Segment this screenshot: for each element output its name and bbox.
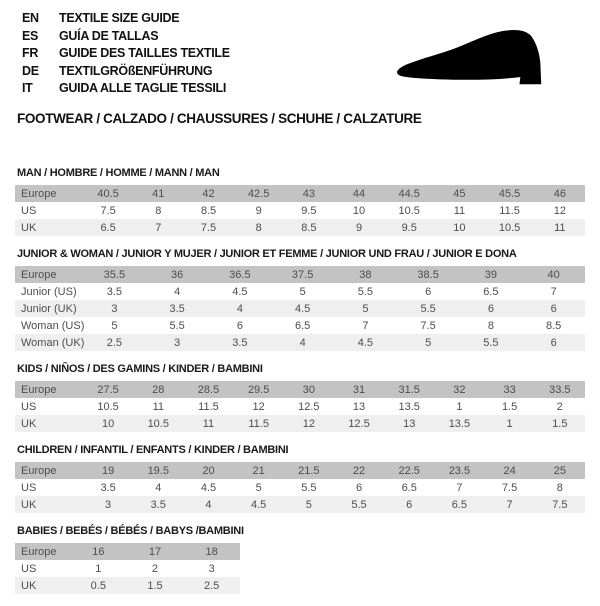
size-cell: 44.5 <box>384 185 434 202</box>
size-cell: 37.5 <box>271 266 334 283</box>
size-cell: 6 <box>460 300 523 317</box>
table-row <box>15 283 585 300</box>
language-row <box>22 63 230 81</box>
size-cell: 4.5 <box>271 300 334 317</box>
size-cell: 29.5 <box>234 381 284 398</box>
table-row <box>15 219 585 236</box>
size-cell: 45 <box>434 185 484 202</box>
size-cell: 6 <box>384 496 434 513</box>
size-cell: 0.5 <box>70 577 127 594</box>
size-cell: 6 <box>425 285 432 298</box>
size-cell: 6.5 <box>434 496 484 513</box>
size-cell: 40 <box>522 266 585 283</box>
table-row <box>15 398 585 415</box>
size-cell: 43 <box>284 185 334 202</box>
size-cell: 13 <box>352 400 366 413</box>
table-row <box>15 560 240 577</box>
size-cell: 8 <box>155 204 162 217</box>
row-label-cell: Junior (UK) <box>15 300 83 317</box>
size-tables <box>15 167 585 606</box>
size-cell: 6 <box>236 319 243 332</box>
row-label-cell: Woman (UK) <box>15 334 83 351</box>
size-cell: 4 <box>209 300 272 317</box>
language-row <box>22 45 230 63</box>
table-row <box>15 202 585 219</box>
table-row <box>15 415 585 432</box>
size-cell: 28 <box>133 381 183 398</box>
size-table <box>15 543 240 594</box>
size-cell: 5 <box>397 334 460 351</box>
size-cell: 46 <box>535 185 585 202</box>
row-label-cell: UK <box>15 496 83 513</box>
size-cell: 5 <box>255 481 262 494</box>
size-table <box>15 462 585 513</box>
size-cell: 4 <box>183 496 233 513</box>
size-cell: 7.5 <box>535 496 585 513</box>
size-table-section <box>15 444 585 513</box>
size-cell: 31 <box>334 381 384 398</box>
dress-shoe-icon <box>393 28 577 96</box>
size-cell: 36.5 <box>209 266 272 283</box>
size-cell: 1.5 <box>501 400 518 413</box>
size-cell: 28.5 <box>183 381 233 398</box>
size-cell: 7 <box>362 319 369 332</box>
size-cell: 11 <box>152 400 164 413</box>
size-cell: 3.5 <box>106 285 123 298</box>
size-table-section <box>15 363 585 432</box>
size-cell: 5 <box>111 319 118 332</box>
size-cell: 7 <box>133 219 183 236</box>
size-cell: 25 <box>535 462 585 479</box>
row-label-cell: Europe <box>15 543 70 560</box>
size-cell: 3 <box>208 562 215 575</box>
size-cell: 10 <box>83 415 133 432</box>
size-cell: 8.5 <box>284 219 334 236</box>
size-cell: 4 <box>174 285 181 298</box>
row-label-cell: Europe <box>15 381 83 398</box>
size-cell: 8.5 <box>545 319 562 332</box>
row-label-cell: Woman (US) <box>21 319 85 332</box>
row-label-cell: US <box>21 204 37 217</box>
size-table <box>15 185 585 236</box>
size-cell: 7 <box>485 496 535 513</box>
size-cell: 6.5 <box>401 481 417 494</box>
size-cell: 22.5 <box>384 462 434 479</box>
table-row <box>15 300 585 317</box>
size-cell: 5.5 <box>334 496 384 513</box>
language-row <box>22 10 230 28</box>
language-row <box>22 28 230 46</box>
table-title: CHILDREN / INFANTIL / ENFANTS / KINDER / BAMBINI <box>17 444 289 456</box>
size-cell: 32 <box>434 381 484 398</box>
table-title: MAN / HOMBRE / HOMME / MANN / MAN <box>17 167 220 179</box>
row-label-cell: US <box>21 562 37 575</box>
size-cell: 11.5 <box>198 400 219 413</box>
size-cell: 8 <box>487 319 494 332</box>
size-cell: 5 <box>334 300 397 317</box>
size-cell: 31.5 <box>384 381 434 398</box>
language-code: EN <box>22 11 39 25</box>
size-cell: 7.5 <box>183 219 233 236</box>
size-cell: 5.5 <box>397 300 460 317</box>
row-label-cell: US <box>21 400 37 413</box>
size-cell: 5.5 <box>169 319 185 332</box>
size-cell: 4.5 <box>334 334 397 351</box>
size-cell: 44 <box>334 185 384 202</box>
table-row <box>15 479 585 496</box>
size-cell: 5 <box>299 285 306 298</box>
size-cell: 3 <box>83 300 146 317</box>
size-table-section <box>15 167 585 236</box>
size-cell: 7 <box>550 285 557 298</box>
size-cell: 20 <box>183 462 233 479</box>
size-cell: 42.5 <box>234 185 284 202</box>
size-cell: 38 <box>334 266 397 283</box>
row-label-cell: Europe <box>15 185 83 202</box>
language-list <box>22 10 230 98</box>
size-cell: 36 <box>146 266 209 283</box>
size-cell: 35.5 <box>83 266 146 283</box>
row-label-cell: Europe <box>15 462 83 479</box>
size-cell: 16 <box>70 543 127 560</box>
size-cell: 12 <box>553 204 566 217</box>
size-cell: 22 <box>334 462 384 479</box>
size-cell: 9 <box>334 219 384 236</box>
size-cell: 12.5 <box>334 415 384 432</box>
size-cell: 30 <box>284 381 334 398</box>
size-cell: 11 <box>453 204 466 217</box>
size-table-section <box>15 525 585 594</box>
size-cell: 10 <box>434 219 484 236</box>
size-cell: 10.5 <box>97 400 119 413</box>
size-cell: 6.5 <box>483 285 499 298</box>
size-cell: 13 <box>384 415 434 432</box>
size-cell: 5.5 <box>301 481 317 494</box>
row-label-cell: Junior (US) <box>21 285 77 298</box>
size-cell: 4.5 <box>200 481 217 494</box>
size-cell: 38.5 <box>397 266 460 283</box>
size-table <box>15 381 585 432</box>
size-cell: 7 <box>456 481 463 494</box>
language-label: TEXTILGRÖßENFÜHRUNG <box>59 63 213 78</box>
row-label-cell: UK <box>15 415 83 432</box>
size-cell: 12.5 <box>298 400 320 413</box>
table-title: KIDS / NIÑOS / DES GAMINS / KINDER / BAMBINI <box>17 363 263 375</box>
size-cell: 11 <box>183 415 233 432</box>
size-cell: 5 <box>284 496 334 513</box>
size-cell: 39 <box>460 266 523 283</box>
size-cell: 6 <box>522 334 585 351</box>
size-cell: 2 <box>556 400 563 413</box>
size-cell: 13.5 <box>434 415 484 432</box>
size-cell: 9 <box>255 204 262 217</box>
size-cell: 6 <box>355 481 363 494</box>
size-cell: 3.5 <box>146 300 209 317</box>
size-cell: 2.5 <box>83 334 146 351</box>
size-table-section <box>15 248 585 351</box>
size-cell: 1.5 <box>535 415 585 432</box>
size-cell: 2 <box>151 562 159 575</box>
language-code: FR <box>22 46 39 60</box>
size-cell: 10.5 <box>485 219 535 236</box>
size-cell: 4 <box>155 481 162 494</box>
table-row <box>15 317 585 334</box>
language-label: TEXTILE SIZE GUIDE <box>59 11 180 25</box>
size-cell: 1 <box>456 400 463 413</box>
size-cell: 10.5 <box>133 415 183 432</box>
size-cell: 33 <box>485 381 535 398</box>
size-cell: 10.5 <box>398 204 420 217</box>
size-cell: 21 <box>234 462 284 479</box>
size-cell: 7.5 <box>100 204 116 217</box>
size-cell: 5.5 <box>357 285 374 298</box>
language-code: ES <box>22 28 39 43</box>
size-cell: 7.5 <box>501 481 518 494</box>
size-cell: 6.5 <box>294 319 311 332</box>
size-cell: 17 <box>127 543 184 560</box>
size-cell: 8 <box>556 481 563 494</box>
row-label-cell: UK <box>15 219 83 236</box>
table-row <box>15 543 240 560</box>
size-cell: 6.5 <box>83 219 133 236</box>
size-cell: 2.5 <box>183 577 240 594</box>
size-cell: 33.5 <box>535 381 585 398</box>
table-title: BABIES / BEBÉS / BÉBÉS / BABYS /BAMBINI <box>17 525 244 537</box>
table-row <box>15 381 585 398</box>
size-table <box>15 266 585 351</box>
row-label-cell: US <box>21 481 37 494</box>
language-code: IT <box>22 81 33 95</box>
language-label: GUÍA DE TALLAS <box>59 28 159 43</box>
table-row <box>15 185 585 202</box>
size-cell: 21.5 <box>284 462 334 479</box>
language-label: GUIDA ALLE TAGLIE TESSILI <box>59 81 227 95</box>
size-cell: 7.5 <box>420 319 436 332</box>
size-cell: 6 <box>522 300 585 317</box>
size-cell: 3.5 <box>100 481 116 494</box>
size-cell: 12 <box>252 400 265 413</box>
language-code: DE <box>22 63 39 78</box>
size-cell: 8.5 <box>200 204 217 217</box>
table-row <box>15 266 585 283</box>
size-cell: 19 <box>83 462 133 479</box>
language-label: GUIDE DES TAILLES TEXTILE <box>59 46 230 60</box>
size-cell: 3.5 <box>209 334 272 351</box>
size-cell: 4 <box>271 334 334 351</box>
language-row <box>22 80 230 98</box>
size-cell: 18 <box>183 543 240 560</box>
table-row <box>15 496 585 513</box>
size-cell: 27.5 <box>83 381 133 398</box>
table-title: JUNIOR & WOMAN / JUNIOR Y MUJER / JUNIOR ET FEMME / JUNIOR UND FRAU / JUNIOR E DONA <box>17 248 517 260</box>
size-cell: 1 <box>95 562 102 575</box>
size-cell: 11.5 <box>234 415 284 432</box>
size-cell: 3 <box>83 496 133 513</box>
table-row <box>15 462 585 479</box>
size-cell: 3 <box>146 334 209 351</box>
size-cell: 4.5 <box>234 496 284 513</box>
size-cell: 40.5 <box>83 185 133 202</box>
size-cell: 5.5 <box>460 334 523 351</box>
size-cell: 45.5 <box>485 185 535 202</box>
size-cell: 23.5 <box>434 462 484 479</box>
size-cell: 4.5 <box>232 285 248 298</box>
table-row <box>15 577 240 594</box>
size-cell: 41 <box>133 185 183 202</box>
size-cell: 10 <box>352 204 366 217</box>
size-cell: 24 <box>485 462 535 479</box>
size-cell: 8 <box>234 219 284 236</box>
size-cell: 1 <box>485 415 535 432</box>
table-row <box>15 334 585 351</box>
size-cell: 1.5 <box>127 577 184 594</box>
size-cell: 19.5 <box>133 462 183 479</box>
size-cell: 11 <box>535 219 585 236</box>
size-cell: 11.5 <box>499 204 520 217</box>
row-label-cell: Europe <box>15 266 83 283</box>
size-cell: 9.5 <box>301 204 317 217</box>
size-cell: 42 <box>183 185 233 202</box>
size-cell: 13.5 <box>398 400 420 413</box>
size-cell: 12 <box>284 415 334 432</box>
size-cell: 3.5 <box>133 496 183 513</box>
row-label-cell: UK <box>15 577 70 594</box>
footwear-heading: FOOTWEAR / CALZADO / CHAUSSURES / SCHUHE / CALZATURE <box>17 111 422 126</box>
size-cell: 9.5 <box>384 219 434 236</box>
